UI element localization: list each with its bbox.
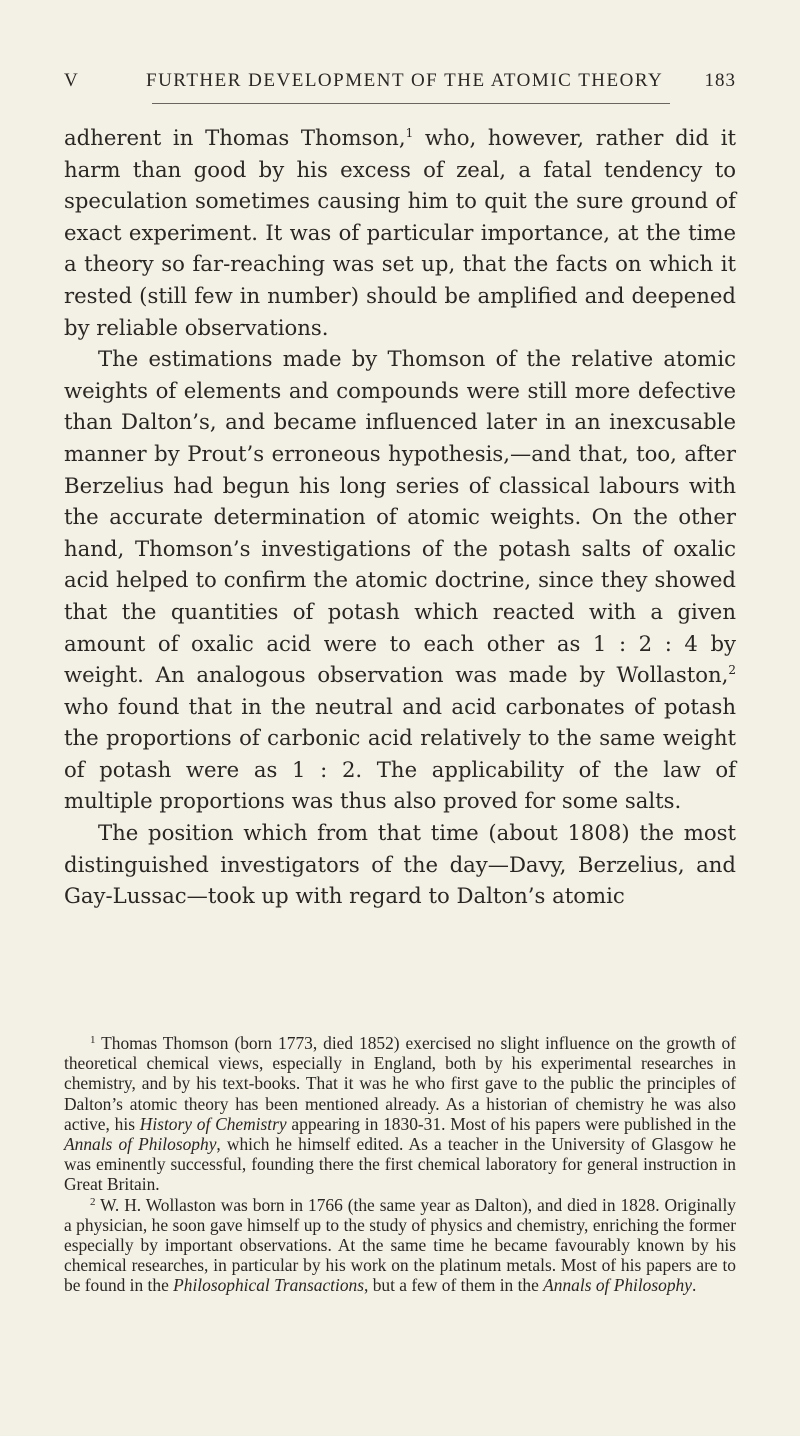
paragraph-text: The position which from that time (about 1808) the most distinguished investigators of the day—Davy, Berzelius, and Gay-Lussac—took up with regard to Dalton’s atomic (64, 820, 736, 909)
footnote-text: Thomas Thomson (born 1773, died 1852) exercised no slight influence on the growth of theoretical chemical views, especially in England, both by his experimental researches in chemistry, and by his text-books. That it was he who first gave to the public the principles of Dalton’s atomic theory has been mentioned already. As a historian of chemistry he was also active, his (64, 1033, 736, 1134)
paragraph (64, 122, 736, 343)
journal-title: Annals of Philosophy (543, 1275, 692, 1296)
paragraph-text: The estimations made by Thomson of the relative atomic weights of elements and compounds were still more defective than Dalton’s, and became influenced later in an inexcusable manner by Prout’s erroneous hypothesis,—and that, too, after Berzelius had begun his long series of classical labours with the accurate determination of atomic weights. On the other hand, Thomson’s investigations of the potash salts of oxalic acid helped to confirm the atomic doctrine, since they showed that the quantities of potash which reacted with a given amount of oxalic acid were to each other as 1 : 2 : 4 by weight. An analogous observation was made by Wollaston, (64, 346, 736, 688)
footnotes (64, 1033, 736, 1296)
footnote-text: W. H. Wollaston was born in 1766 (the same year as Dalton), and died in 1828. Originally a physician, he soon gave himself up to the study of physics and chemistry, enriching the former especially by important observations. At the same time he became favourably known by his chemical researches, in particular by his work on the platinum metals. Most of his papers are to be found in the (64, 1194, 736, 1296)
footnote (64, 1033, 736, 1195)
footnote-text: appearing in 1830-31. Most of his papers were published in the (286, 1113, 736, 1134)
chapter-number: V (64, 70, 79, 91)
paragraph (64, 343, 736, 817)
paragraph-text: who found that in the neutral and acid carbonates of potash the proportions of carbonic acid relatively to the same weight of potash were as 1 : 2. The applicability of the law of multiple proportions was thus also proved for some salts. (64, 693, 736, 814)
body-text (64, 122, 736, 912)
footnote-mark: 2 (90, 1195, 96, 1208)
header-rule (152, 103, 670, 104)
footnote (64, 1195, 736, 1296)
running-head (64, 70, 736, 94)
book-title: History of Chemistry (139, 1113, 287, 1134)
paragraph-text: who, however, rather did it harm than good by his excess of zeal, a fatal tendency to speculation sometimes causing him to quit the sure ground of exact experiment. It was of particular importance, at the time a theory so far-reaching was set up, that the facts on which it rested (still few in number) should be amplified and deepened by reliable observations. (64, 125, 736, 340)
paragraph (64, 817, 736, 912)
journal-title: Annals of Philosophy (64, 1134, 217, 1155)
page-number: 183 (704, 70, 736, 91)
footnote-text: , which he himself edited. As a teacher in the University of Glasgow he was eminently successful, founding there the first chemical laboratory for general instruction in Great Britain. (64, 1134, 737, 1195)
journal-title: Philosophical Transactions (173, 1275, 364, 1296)
footnote-text: . (691, 1275, 697, 1296)
running-title: FURTHER DEVELOPMENT OF THE ATOMIC THEORY (146, 70, 664, 91)
paragraph-text: adherent in Thomas Thomson, (64, 125, 406, 150)
footnote-text: , but a few of them in the (364, 1275, 544, 1296)
footnote-ref: 2 (728, 663, 736, 678)
footnote-mark: 1 (90, 1034, 96, 1046)
footnote-ref: 1 (405, 126, 414, 140)
